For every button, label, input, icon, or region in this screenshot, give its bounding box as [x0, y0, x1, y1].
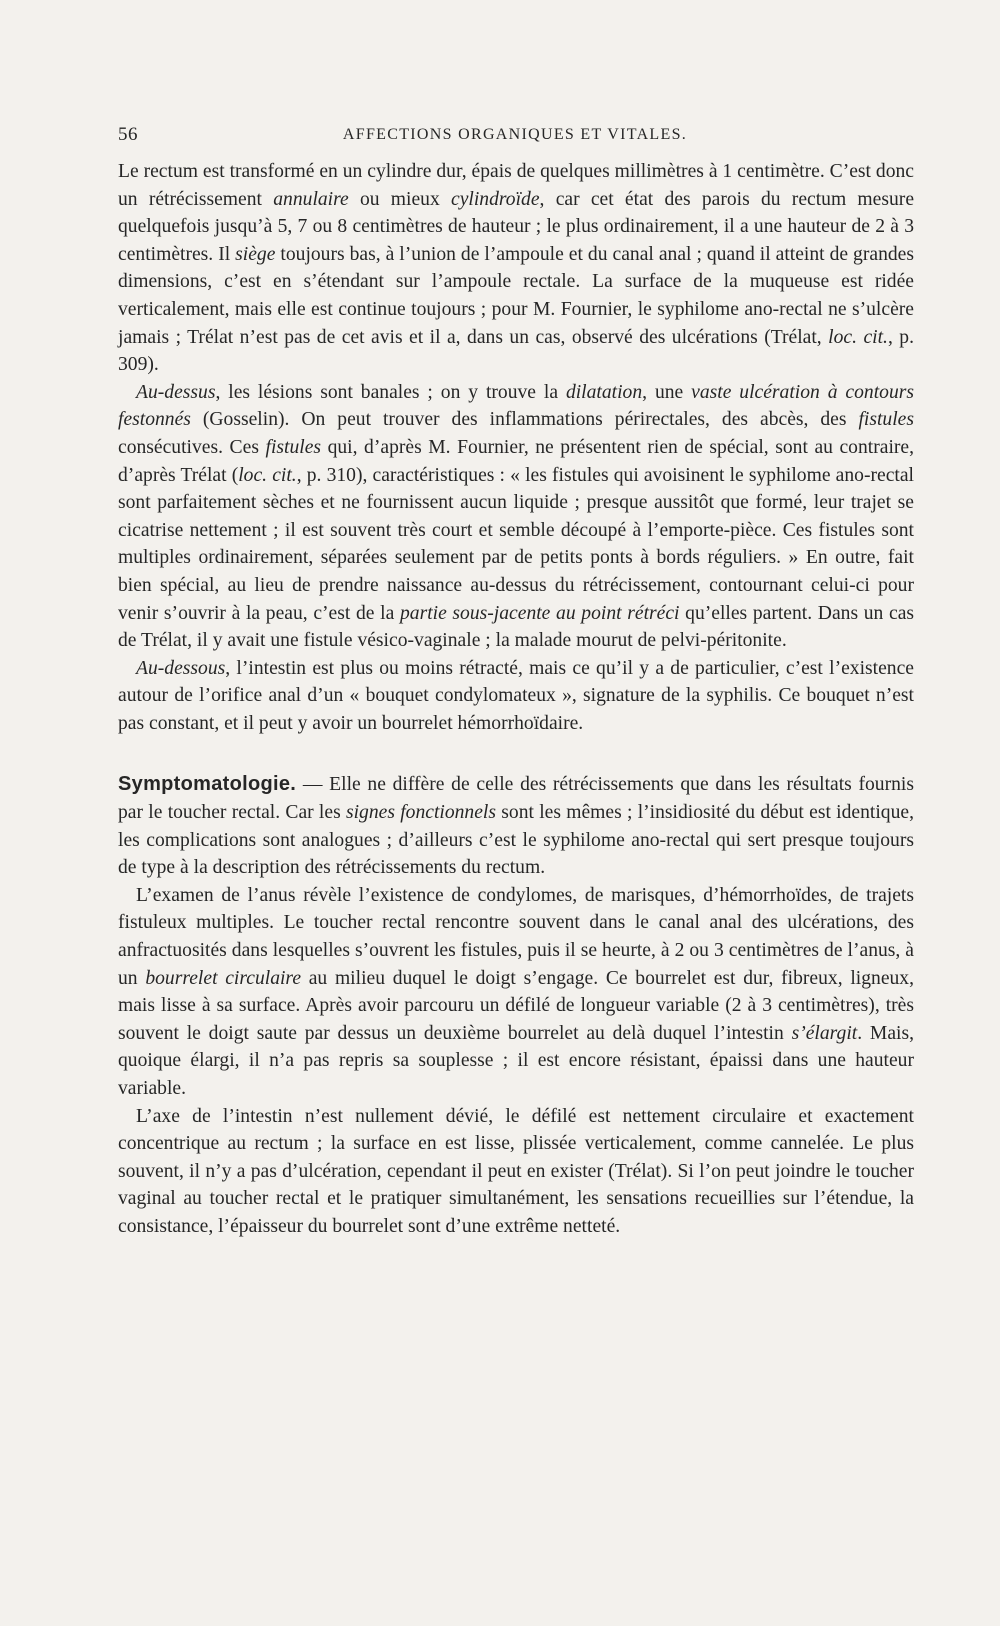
text-run: sont les mêmes ; l’insidiosité du début est identique, les complications sont analogues ; d’ailleurs c’est le syphilome ano-rectal qui sert presque toujours de type à la description des rétrécissements du rectum. [118, 802, 914, 879]
text-run: L’axe de l’intestin n’est nullement dévié, le défilé est nettement circulaire et exactement concentrique au rectum ; la surface en est lisse, plissée verticalement, comme cannelée. Le plus souvent, il n’y a pas d’ulcération, cependant il peut en exister (Trélat). Si l’on peut joindre le toucher vaginal au toucher rectal et le pratiquer simultanément, les sensations recueillies sur l’étendue, la consistance, l’épaisseur du bourrelet sont d’une extrême netteté. [118, 1105, 914, 1237]
paragraph [118, 1103, 914, 1241]
italic-run: cylindroïde [451, 188, 540, 210]
italic-run: Au-dessous [136, 657, 226, 679]
italic-run: loc. cit. [828, 326, 888, 348]
section-heading: Symptomatologie. [118, 773, 297, 796]
text-run: , p. 309). [118, 326, 915, 376]
italic-run: s’élargit [791, 1022, 858, 1044]
text-run: qui, d’après M. Fournier, ne présentent rien de spécial, sont au contraire, d’après Trélat ( [118, 436, 915, 486]
italic-run: bourrelet circulaire [145, 967, 302, 989]
text-run: , l’intestin est plus ou moins rétracté, mais ce qu’il y a de particulier, c’est l’existence autour de l’orifice anal d’un « bouquet condylomateux », signature de la syphilis. Ce bouquet n’est pas constant, et il peut y avoir un bourrelet hémorrhoïdaire. [118, 657, 914, 734]
text-run: , p. 310), caractéristiques : « les fistules qui avoisinent le syphilome ano-rectal sont parfaitement sèches et ne fournissent aucun liquide ; presque aussitôt que formé, leur trajet se cicatrise nettement ; il est souvent très court et semble découpé à l’emporte-pièce. Ces fistules sont multiples ordinairement, séparées seulement par de petits ponts à bords réguliers. » En outre, fait bien spécial, au lieu de prendre naissance au-dessus du rétrécissement, contournant celui-ci pour venir s’ouvrir à la peau, c’est de la [118, 464, 914, 624]
italic-run: siège [235, 243, 276, 265]
text-run: ou mieux [348, 188, 452, 210]
text-run: consécutives. Ces [118, 436, 266, 458]
paragraph [118, 379, 914, 655]
paragraph [118, 158, 914, 379]
text-run: . Mais, quoique élargi, il n’a pas repris sa souplesse ; il est encore résistant, épaissi dans une hauteur variable. [118, 1022, 914, 1099]
italic-run: Au-dessus [136, 381, 216, 403]
italic-run: signes fonctionnels [345, 802, 496, 824]
italic-run: fistules [858, 409, 914, 431]
text-run: Le rectum est transformé en un cylindre dur, épais de quelques millimètres à 1 centimètre. C’est donc un rétrécissement [118, 161, 914, 210]
text-run: — Elle ne diffère de celle des rétrécissements que dans les résultats fournis par le toucher rectal. Car les [118, 774, 914, 824]
italic-run: vaste ulcération à contours festonnés [118, 381, 914, 431]
italic-run: dilatation [565, 381, 643, 403]
text-run: toujours bas, à l’union de l’ampoule et du canal anal ; quand il atteint de grandes dimensions, c’est en s’étendant sur l’ampoule rectale. La surface de la muqueuse est ridée verticalement, mais elle est continue toujours ; pour M. Fournier, le syphilome ano-rectal ne s’ulcère jamais ; Trélat n’est pas de cet avis et il a, dans un cas, observé des ulcérations (Trélat, [118, 243, 914, 348]
text-run: L’examen de l’anus révèle l’existence de condylomes, de marisques, d’hémorrhoïdes, de trajets fistuleux multiples. Le toucher rectal rencontre souvent dans le canal anal des ulcérations, des anfractuosités dans lesquelles s’ouvrent les fistules, puis il se heurte, à 2 ou 3 centimètres de l’anus, à un [118, 884, 914, 989]
paragraph [118, 655, 914, 738]
text-run: , car cet état des parois du rectum mesure quelquefois jusqu’à 5, 7 ou 8 centimètres de hauteur ; le plus ordinairement, il a une hauteur de 2 à 3 centimètres. Il [118, 188, 915, 265]
text-run: (Gosselin). On peut trouver des inflammations périrectales, des abcès, des [190, 409, 859, 431]
body-text [118, 158, 914, 1241]
italic-run: partie sous-jacente au point rétréci [399, 602, 680, 624]
running-title: AFFECTIONS ORGANIQUES ET VITALES. [342, 126, 688, 143]
text-run: qu’elles partent. Dans un cas de Trélat, il y avait une fistule vésico-vaginale ; la malade mourut de pelvi-péritonite. [118, 602, 915, 652]
text-run: , les lésions sont banales ; on y trouve la [215, 381, 566, 403]
page-header [118, 124, 912, 150]
italic-run: loc. cit. [238, 464, 297, 486]
text-run: , une [642, 381, 692, 403]
italic-run: fistules [265, 436, 322, 458]
paragraph [118, 882, 914, 1103]
italic-run: annulaire [273, 188, 349, 210]
text-run: au milieu duquel le doigt s’engage. Ce bourrelet est dur, fibreux, ligneux, mais lisse à sa surface. Après avoir parcouru un défilé de longueur variable (2 à 3 centimètres), très souvent le doigt saute par dessus un deuxième bourrelet au delà duquel l’intestin [118, 967, 915, 1044]
section-paragraph [118, 771, 914, 881]
page-number: 56 [118, 124, 138, 145]
